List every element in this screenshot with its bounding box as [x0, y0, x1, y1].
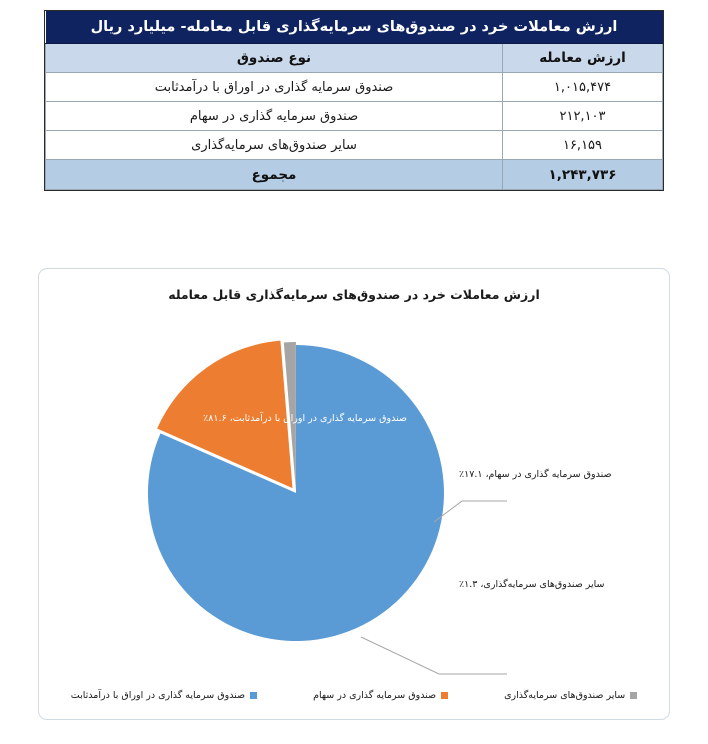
- etf-value-table: [44, 10, 664, 191]
- cell-value: ۱۶,۱۵۹: [503, 131, 663, 160]
- table: [45, 11, 663, 190]
- table-total-row: [46, 160, 663, 190]
- legend-item-equity[interactable]: [313, 690, 448, 701]
- table-title: ارزش معاملات خرد در صندوق‌های سرمایه‌گذاری قابل معامله- میلیارد ریال: [46, 11, 663, 44]
- table-header-row: [46, 44, 663, 73]
- table-row: [46, 102, 663, 131]
- total-value: ۱,۲۴۳,۷۳۶: [503, 160, 663, 190]
- legend-swatch-icon: [441, 692, 448, 699]
- table-row: [46, 131, 663, 160]
- cell-type: صندوق سرمایه گذاری در اوراق با درآمدثابت: [46, 73, 503, 102]
- pie-data-label-other: سایر صندوق‌های سرمایه‌گذاری، ۱.۳٪: [459, 579, 605, 590]
- legend-swatch-icon: [630, 692, 637, 699]
- total-label: مجموع: [46, 160, 503, 190]
- cell-value: ۱,۰۱۵,۴۷۴: [503, 73, 663, 102]
- legend-item-fixed-income[interactable]: [71, 690, 257, 701]
- pie-data-label-equity: صندوق سرمایه گذاری در سهام، ۱۷.۱٪: [459, 469, 612, 480]
- pie-data-label-fixed-income: صندوق سرمایه گذاری در اوراق با درآمدثابت، ۸۱.۶٪: [203, 413, 407, 424]
- chart-legend: [39, 690, 669, 701]
- table-row: [46, 73, 663, 102]
- legend-label: سایر صندوق‌های سرمایه‌گذاری: [504, 690, 626, 701]
- pie-chart-plot: [39, 269, 671, 721]
- table-title-row: [46, 11, 663, 44]
- column-header-value: ارزش معامله: [503, 44, 663, 73]
- legend-label: صندوق سرمایه گذاری در اوراق با درآمدثابت: [70, 690, 246, 701]
- leader-line-other: [361, 637, 507, 674]
- cell-value: ۲۱۲,۱۰۳: [503, 102, 663, 131]
- pie-chart-card: [38, 268, 670, 720]
- cell-type: سایر صندوق‌های سرمایه‌گذاری: [46, 131, 503, 160]
- legend-label: صندوق سرمایه گذاری در سهام: [313, 690, 437, 701]
- legend-item-other-funds[interactable]: [504, 690, 637, 701]
- cell-type: صندوق سرمایه گذاری در سهام: [46, 102, 503, 131]
- column-header-type: نوع صندوق: [46, 44, 503, 73]
- chart-title: ارزش معاملات خرد در صندوق‌های سرمایه‌گذاری قابل معامله: [168, 287, 540, 302]
- leader-line-equity: [434, 501, 507, 522]
- legend-swatch-icon: [250, 692, 257, 699]
